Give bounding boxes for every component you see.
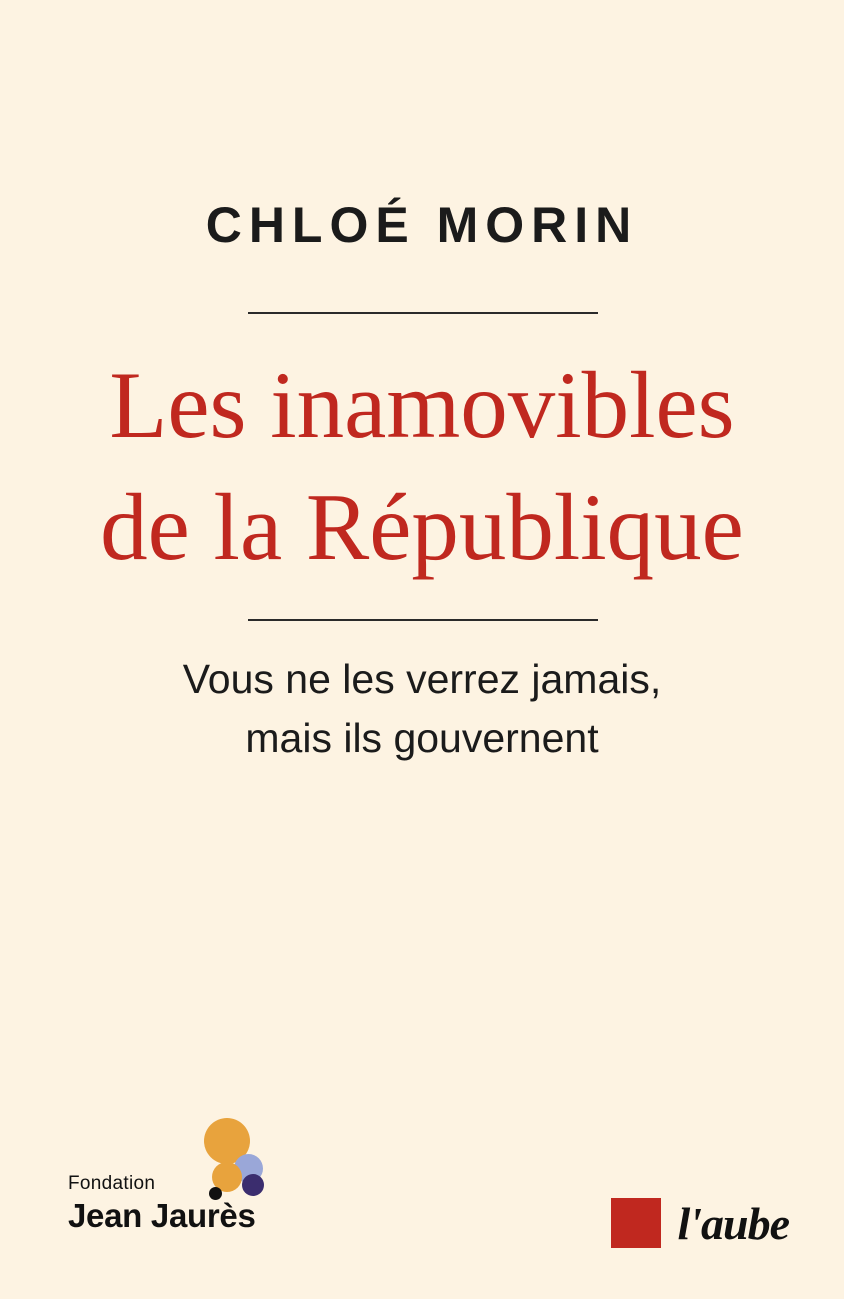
book-title [0,345,844,588]
divider-top [248,312,598,314]
foundation-wordmark [68,1174,256,1235]
foundation-name-line-1: Fondation [68,1173,156,1194]
book-title-line-2: de la République [100,473,744,580]
book-subtitle-line-2: mais ils gouvernent [245,715,599,762]
publisher-name: l'aube [677,1197,789,1249]
publisher-square-icon [611,1198,661,1248]
divider-bottom [248,619,598,621]
foundation-logo [60,1112,310,1257]
author-name: CHLOÉ MORIN [205,197,639,253]
book-subtitle [0,650,844,769]
publisher-logo [611,1196,789,1250]
foundation-name-line-2: Jean Jaurès [68,1196,256,1234]
book-subtitle-line-1: Vous ne les verrez jamais, [182,656,662,702]
book-title-line-1: Les inamovibles [109,352,735,458]
